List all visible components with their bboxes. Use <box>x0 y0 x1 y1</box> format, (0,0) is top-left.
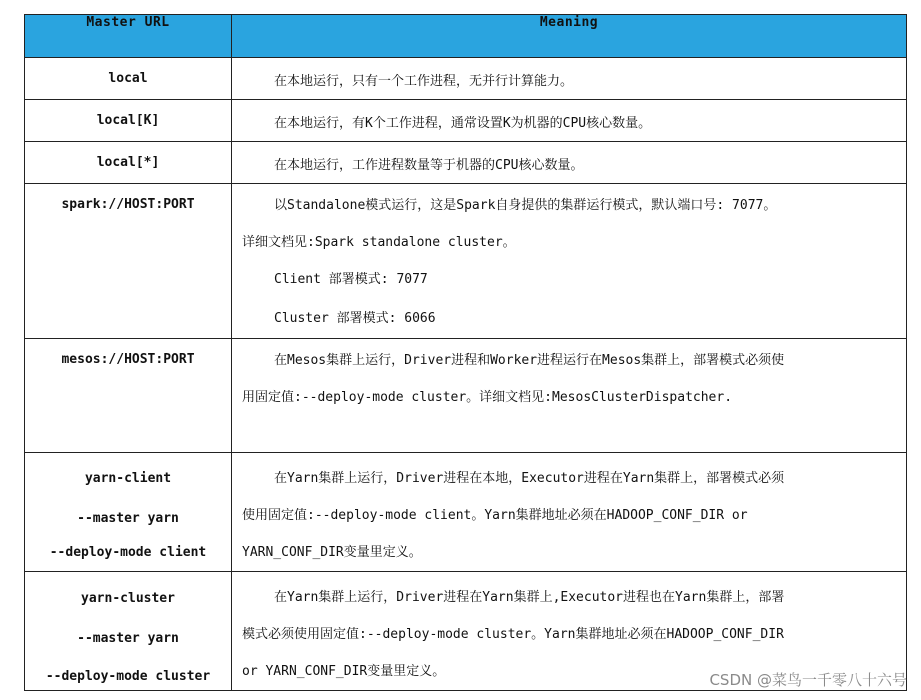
meaning-cell <box>232 142 907 184</box>
meaning-text: Cluster 部署模式: 6066 <box>274 311 436 326</box>
meaning-text: YARN_CONF_DIR变量里定义。 <box>242 545 422 560</box>
meaning-cell <box>232 453 907 572</box>
url-cell <box>25 142 232 184</box>
master-url-table <box>24 14 907 691</box>
table-row <box>25 184 907 339</box>
meaning-text: Client 部署模式: 7077 <box>274 272 428 287</box>
url-cell <box>25 339 232 453</box>
meaning-text: 用固定值:--deploy-mode cluster。详细文档见:MesosClusterDispatcher. <box>242 390 733 405</box>
table-row <box>25 453 907 572</box>
meaning-text: 在本地运行，工作进程数量等于机器的CPU核心数量。 <box>274 158 584 173</box>
url-text: mesos://HOST:PORT <box>61 352 195 367</box>
url-cell <box>25 572 232 691</box>
header-master-url: Master URL <box>25 15 232 58</box>
url-text: local[*] <box>96 155 160 170</box>
meaning-text: 在本地运行，有K个工作进程，通常设置K为机器的CPU核心数量。 <box>274 116 652 131</box>
url-text: --deploy-mode client <box>49 545 207 560</box>
meaning-text: 在Yarn集群上运行，Driver进程在本地，Executor进程在Yarn集群上，部署模式必须 <box>274 471 785 486</box>
url-cell <box>25 100 232 142</box>
table-row <box>25 142 907 184</box>
meaning-cell <box>232 184 907 339</box>
table-row <box>25 100 907 142</box>
meaning-cell <box>232 58 907 100</box>
url-text: --master yarn <box>77 511 179 526</box>
url-text: spark://HOST:PORT <box>61 197 195 212</box>
table-header-row <box>25 15 907 58</box>
meaning-text: 在Mesos集群上运行，Driver进程和Worker进程运行在Mesos集群上，部署模式必须使 <box>274 353 785 368</box>
url-text: local[K] <box>96 113 160 128</box>
url-text: yarn-cluster <box>81 591 175 606</box>
meaning-text: 在本地运行，只有一个工作进程，无并行计算能力。 <box>274 74 574 89</box>
url-text: local <box>108 71 148 86</box>
header-meaning: Meaning <box>232 15 907 58</box>
url-cell <box>25 453 232 572</box>
csdn-watermark: CSDN @菜鸟一千零八十六号 <box>709 671 907 689</box>
table-row <box>25 58 907 100</box>
table-row <box>25 339 907 453</box>
meaning-cell <box>232 339 907 453</box>
meaning-text: 在Yarn集群上运行，Driver进程在Yarn集群上,Executor进程也在Yarn集群上，部署 <box>274 590 785 605</box>
url-cell <box>25 184 232 339</box>
url-text: --deploy-mode cluster <box>45 669 211 684</box>
meaning-text: 以Standalone模式运行，这是Spark自身提供的集群运行模式，默认端口号: 7077。 <box>274 198 777 213</box>
url-text: yarn-client <box>84 471 172 486</box>
meaning-text: 模式必须使用固定值:--deploy-mode cluster。Yarn集群地址必须在HADOOP_CONF_DIR <box>242 627 784 642</box>
meaning-text: 详细文档见:Spark standalone cluster。 <box>242 235 516 250</box>
url-text: --master yarn <box>77 631 179 646</box>
meaning-text: or YARN_CONF_DIR变量里定义。 <box>242 664 446 679</box>
url-cell <box>25 58 232 100</box>
meaning-cell <box>232 100 907 142</box>
meaning-text: 使用固定值:--deploy-mode client。Yarn集群地址必须在HADOOP_CONF_DIR or <box>242 508 748 523</box>
